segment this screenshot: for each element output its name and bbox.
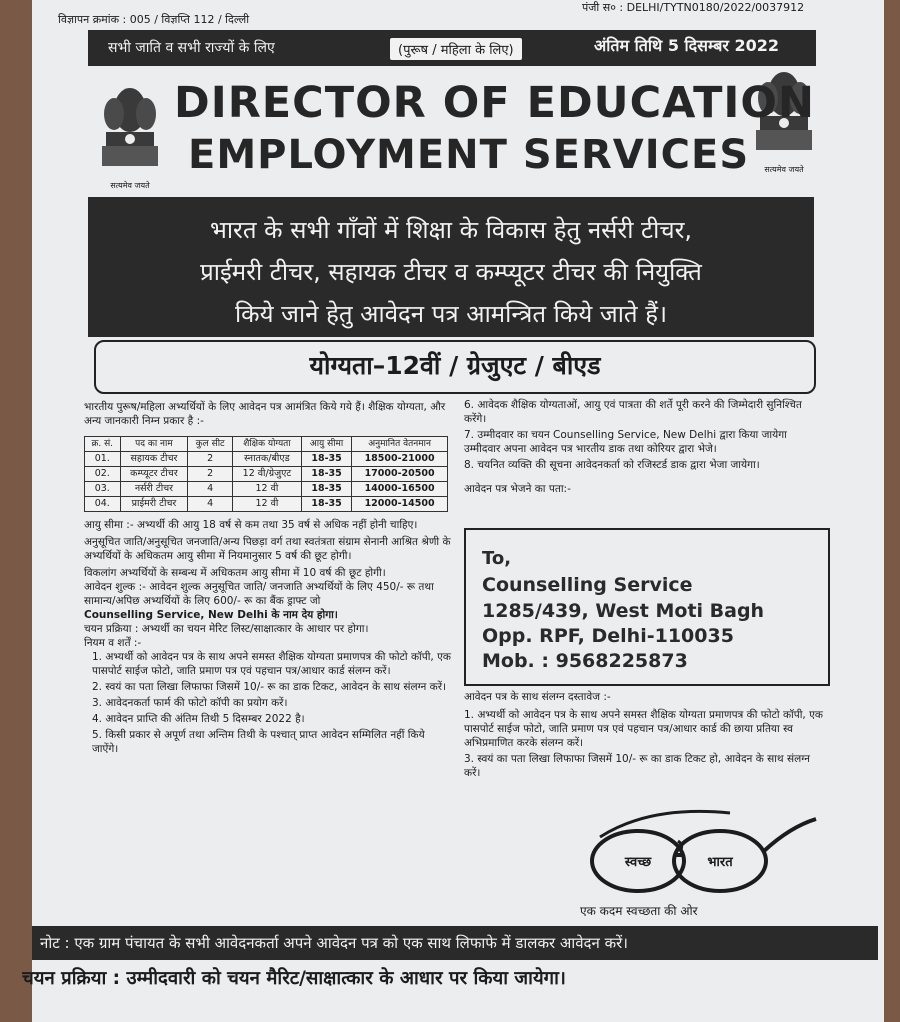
age-relaxation-text: अनुसूचित जाति/अनुसूचित जनजाति/अन्य पिछड़ा वर्ग तथा स्वतंत्रता संग्राम सेनानी आश्रित श्रेणी के अभ्यर्थियों के अधिकतम आयु सीमा में नियमानुसार 5 वर्ष की छूट होगी। xyxy=(84,536,451,562)
fee-text: आवेदन शुल्क :- आवेदन शुल्क अनुसूचित जाति/ जनजाति अभ्यर्थियों के लिए 450/- रू तथा सामान्य/अपिछ अभ्यर्थियों के लिए 600/- रू का बैंक ड्राफ्ट जो xyxy=(84,581,434,607)
cell: स्नातक/बीएड xyxy=(232,452,301,467)
table-row xyxy=(85,482,448,497)
address-box xyxy=(464,528,830,686)
title-line-2: EMPLOYMENT SERVICES xyxy=(188,132,750,178)
emblem-caption-left: सत्यमेव जयते xyxy=(110,181,150,190)
list-item: 1. अभ्यर्थी को आवेदन पत्र के साथ अपने समस्त शैक्षिक योग्यता प्रमाणपत्र की फोटो कॉपी, एक पासपोर्ट साईज फोटो, जाति प्रमाण पत्र एवं पहचान पत्र/आधार कार्ड की छाया प्रतिया स्व अभिप्रमाणित करके संलग्न करें। xyxy=(464,709,823,749)
cell: सहायक टीचर xyxy=(120,452,188,467)
notice-paper xyxy=(22,0,884,1022)
posts-table xyxy=(84,436,448,512)
cell: 01. xyxy=(85,452,121,467)
col-sno: क्र. सं. xyxy=(85,437,121,452)
address-line-2: Opp. RPF, Delhi-110035 xyxy=(482,625,734,647)
logo-tagline: एक कदम स्वच्छता की ओर xyxy=(580,904,698,918)
rules-list xyxy=(92,650,452,756)
col-qualification: शैक्षिक योग्यता xyxy=(232,437,301,452)
cell: 12 वी xyxy=(232,482,301,497)
disabled-relaxation-text: विकलांग अभ्यर्थियों के सम्बन्ध में अधिकतम आयु सीमा में 10 वर्ष की छूट होगी। xyxy=(84,567,386,579)
list-item: 8. चयनित व्यक्ति की सूचना आवेदनकर्ता को रजिस्टर्ड डाक द्वारा भेजा जायेगा। xyxy=(464,459,760,471)
col-seats: कुल सीट xyxy=(188,437,233,452)
list-item: 3. स्वयं का पता लिखा लिफाफा जिसमें 10/- रू का डाक टिकट हो, आवेदन के साथ संलग्न करें। xyxy=(464,753,810,779)
list-item: 6. आवेदक शैक्षिक योग्यताओं, आयु एवं पात्रता की शर्ते पूरी करने की जिम्मेदारी सुनिश्चित करेंगे। xyxy=(464,399,802,425)
cell: नर्सरी टीचर xyxy=(120,482,188,497)
cell: 14000-16500 xyxy=(352,482,448,497)
age-limit-text: आयु सीमा :- अभ्यर्थी की आयु 18 वर्ष से कम तथा 35 वर्ष से अधिक नहीं होनी चाहिए। xyxy=(84,519,418,531)
cell: कम्प्यूटर टीचर xyxy=(120,467,188,482)
cell: 04. xyxy=(85,497,121,512)
cell: 18500-21000 xyxy=(352,452,448,467)
documents-list xyxy=(464,708,826,780)
list-item: 2. स्वयं का पता लिखा लिफाफा जिसमें 10/- रू का डाक टिकट, आवेदन के साथ संलग्न करें। xyxy=(92,681,447,693)
documents-heading: आवेदन पत्र के साथ संलग्न दस्तावेज :- xyxy=(464,691,611,703)
list-item: 4. आवेदन प्राप्ति की अंतिम तिथी 5 दिसम्बर 2022 है। xyxy=(92,713,305,725)
cell: 4 xyxy=(188,482,233,497)
intro-text: भारतीय पुरूष/महिला अभ्यर्थियों के लिए आवेदन पत्र आमंत्रित किये गये हैं। शैक्षिक योग्यता, और अन्य जानकारी निम्न प्रकार है :- xyxy=(84,401,446,427)
top-banner xyxy=(88,30,816,66)
invitation-line-2: प्राईमरी टीचर, सहायक टीचर व कम्प्यूटर टीचर की नियुक्ति xyxy=(200,258,702,286)
invitation-line-1: भारत के सभी गाँवों में शिक्षा के विकास हेतु नर्सरी टीचर, xyxy=(209,216,693,244)
cell: 18-35 xyxy=(301,467,351,482)
emblem-left xyxy=(92,80,168,191)
emblem-caption-right: सत्यमेव जयते xyxy=(764,165,804,174)
selection-text: चयन प्रक्रिया : अभ्यर्थी का चयन मेरिट लिस्ट/साक्षात्कार के आधार पर होगा। xyxy=(84,623,369,635)
rules-heading: नियम व शर्तें :- xyxy=(84,637,142,649)
banner-last-date: अंतिम तिथि 5 दिसम्बर 2022 xyxy=(594,36,779,55)
address-heading: आवेदन पत्र भेजने का पता:- xyxy=(464,483,571,495)
cell: 2 xyxy=(188,452,233,467)
cell: 18-35 xyxy=(301,452,351,467)
address-mobile: Mob. : 9568225873 xyxy=(482,650,688,672)
cell: 18-35 xyxy=(301,482,351,497)
address-line-1: 1285/439, West Moti Bagh xyxy=(482,600,765,622)
col-age: आयु सीमा xyxy=(301,437,351,452)
cell: 2 xyxy=(188,467,233,482)
list-item: 5. किसी प्रकार से अपूर्ण तथा अन्तिम तिथी के पश्चात् प्राप्त आवेदन सम्मिलित नहीं किये जाऐंगे। xyxy=(92,729,425,755)
cell: प्राईमरी टीचर xyxy=(120,497,188,512)
cell: 18-35 xyxy=(301,497,351,512)
address-name: Counselling Service xyxy=(482,574,693,596)
table-row xyxy=(85,497,448,512)
cell: 17000-20500 xyxy=(352,467,448,482)
documents-section xyxy=(464,690,826,782)
logo-right-word: भारत xyxy=(707,855,733,870)
list-item: 1. अभ्यर्थी को आवेदन पत्र के साथ अपने समस्त शैक्षिक योग्यता प्रमाणपत्र की फोटो कॉपी, एक पासपोर्ट साईज फोटो, जाति प्रमाण पत्र एवं पहचान पत्र/आधार कार्ड संलग्न करें। xyxy=(92,651,451,677)
qualification-text: योग्यता–12वीं / ग्रेजुएट / बीएड xyxy=(309,351,601,380)
table-header-row xyxy=(85,437,448,452)
cell: 12 वी xyxy=(232,497,301,512)
list-item: 7. उम्मीदवार का चयन Counselling Service, New Delhi द्वारा किया जायेगा उम्मीदवार अपना आवेदन पत्र भारतीय डाक तथा कोरियर द्वारा भेजे। xyxy=(464,429,787,455)
fee-payee-text: Counselling Service, New Delhi के नाम देय होगा। xyxy=(84,609,338,621)
col-salary: अनुमानित वेतनमान xyxy=(352,437,448,452)
logo-left-word: स्वच्छ xyxy=(624,855,652,870)
cell: 4 xyxy=(188,497,233,512)
national-emblem-icon xyxy=(92,80,168,180)
footer-note: नोट : एक ग्राम पंचायत के सभी आवेदनकर्ता अपने आवेदन पत्र को एक साथ लिफाफे में डालकर आवेदन करें। xyxy=(40,934,628,952)
rules-list-continued xyxy=(464,398,826,472)
table-row xyxy=(85,452,448,467)
cell: 03. xyxy=(85,482,121,497)
registration-number: पंजी स० : DELHI/TYTN0180/2022/0037912 xyxy=(582,1,805,14)
footer-note-bar xyxy=(32,926,878,960)
list-item: 3. आवेदनकर्ता फार्म की फोटो कॉपी का प्रयोग करें। xyxy=(92,697,288,709)
cell: 02. xyxy=(85,467,121,482)
footer-selection: चयन प्रक्रिया : उम्मीदवारी को चयन मैरिट/साक्षात्कार के आधार पर किया जायेगा। xyxy=(22,968,566,989)
address-to: To, xyxy=(482,548,512,569)
right-column xyxy=(464,398,826,496)
col-post: पद का नाम xyxy=(120,437,188,452)
title-line-1: DIRECTOR OF EDUCATION xyxy=(174,78,815,128)
swachh-bharat-logo xyxy=(570,805,820,920)
table-row xyxy=(85,467,448,482)
invitation-line-3: किये जाने हेतु आवेदन पत्र आमन्त्रित किये जाते हैं। xyxy=(234,300,668,328)
qualification-box xyxy=(94,340,816,394)
left-column xyxy=(84,400,452,758)
cell: 12 वी/ग्रेजुएट xyxy=(232,467,301,482)
banner-all-castes: सभी जाति व सभी राज्यों के लिए xyxy=(108,40,275,56)
banner-gender: (पुरूष / महिला के लिए) xyxy=(388,36,524,62)
cell: 12000-14500 xyxy=(352,497,448,512)
invitation-block xyxy=(88,197,814,337)
advt-number: विज्ञापन क्रमांक : 005 / विज्ञप्ति 112 / दिल्ली xyxy=(58,13,250,26)
